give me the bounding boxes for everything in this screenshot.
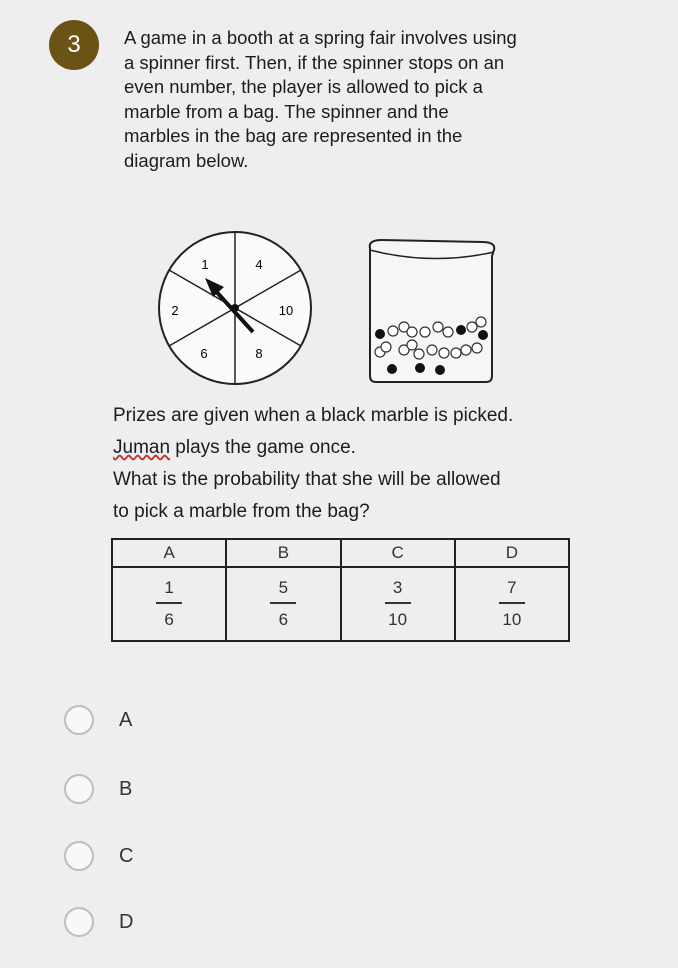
stem-line: marbles in the bag are represented in the bbox=[124, 125, 463, 146]
ask-line: to pick a marble from the bag? bbox=[113, 501, 370, 522]
stem-line: even number, the player is allowed to pick a bbox=[124, 76, 483, 97]
question-stem bbox=[124, 26, 644, 173]
answer-choices-table bbox=[111, 538, 570, 642]
fraction bbox=[499, 578, 525, 630]
option-label: B bbox=[119, 777, 133, 800]
option-b[interactable] bbox=[64, 774, 132, 804]
radio-button[interactable] bbox=[64, 907, 94, 937]
option-a[interactable] bbox=[64, 705, 132, 735]
spinner-number: 4 bbox=[255, 257, 263, 272]
fraction-bar bbox=[270, 602, 296, 604]
fraction-numerator: 5 bbox=[278, 578, 289, 598]
question-number-badge: 3 bbox=[49, 20, 99, 70]
table-header-cell: D bbox=[455, 539, 569, 567]
jar-outline bbox=[370, 240, 495, 382]
spinner-diagram bbox=[155, 228, 315, 388]
prize-line: Prizes are given when a black marble is picked. bbox=[113, 405, 514, 426]
stem-line: diagram below. bbox=[124, 149, 249, 171]
option-c[interactable] bbox=[64, 841, 133, 871]
stem-line: a spinner first. Then, if the spinner stops on an bbox=[124, 51, 505, 73]
fraction-bar bbox=[499, 602, 525, 604]
spinner-number: 6 bbox=[200, 346, 208, 361]
marble-jar-diagram bbox=[362, 236, 502, 386]
table-header-cell: A bbox=[112, 539, 226, 567]
fraction-numerator: 7 bbox=[507, 578, 517, 598]
radio-button[interactable] bbox=[64, 705, 94, 735]
spinner-number: 8 bbox=[255, 346, 263, 361]
fraction-bar bbox=[156, 602, 182, 604]
stem-line: A game in a booth at a spring fair involves using bbox=[124, 27, 517, 48]
fraction-denominator: 10 bbox=[502, 609, 522, 629]
spinner-number: 1 bbox=[201, 257, 209, 272]
option-d[interactable] bbox=[64, 907, 133, 937]
table-header-cell: C bbox=[341, 539, 455, 567]
prize-text bbox=[113, 400, 653, 528]
option-label: D bbox=[119, 910, 134, 933]
table-header-cell: B bbox=[226, 539, 340, 567]
table-cell bbox=[455, 567, 569, 641]
player-line bbox=[113, 432, 653, 464]
option-label: C bbox=[119, 844, 134, 867]
ask-line: What is the probability that she will be allowed bbox=[113, 469, 501, 490]
table-row bbox=[112, 567, 569, 641]
player-name: Juman bbox=[113, 437, 171, 458]
fraction-denominator: 6 bbox=[278, 609, 289, 629]
fraction bbox=[156, 578, 182, 630]
spinner-number: 2 bbox=[171, 303, 179, 318]
fraction-denominator: 10 bbox=[388, 609, 408, 629]
spinner-number: 10 bbox=[278, 303, 294, 318]
fraction-denominator: 6 bbox=[164, 609, 174, 629]
table-header-row bbox=[112, 539, 569, 567]
radio-button[interactable] bbox=[64, 774, 94, 804]
player-line-rest: plays the game once. bbox=[170, 437, 356, 458]
table-cell bbox=[226, 567, 340, 641]
fraction-numerator: 3 bbox=[392, 578, 403, 598]
radio-button[interactable] bbox=[64, 841, 94, 871]
fraction bbox=[385, 578, 411, 630]
stem-line: marble from a bag. The spinner and the bbox=[124, 100, 449, 122]
table-cell bbox=[112, 567, 226, 641]
fraction-bar bbox=[385, 602, 411, 604]
table-cell bbox=[341, 567, 455, 641]
fraction bbox=[270, 578, 296, 630]
fraction-numerator: 1 bbox=[164, 578, 174, 598]
option-label: A bbox=[119, 708, 133, 731]
